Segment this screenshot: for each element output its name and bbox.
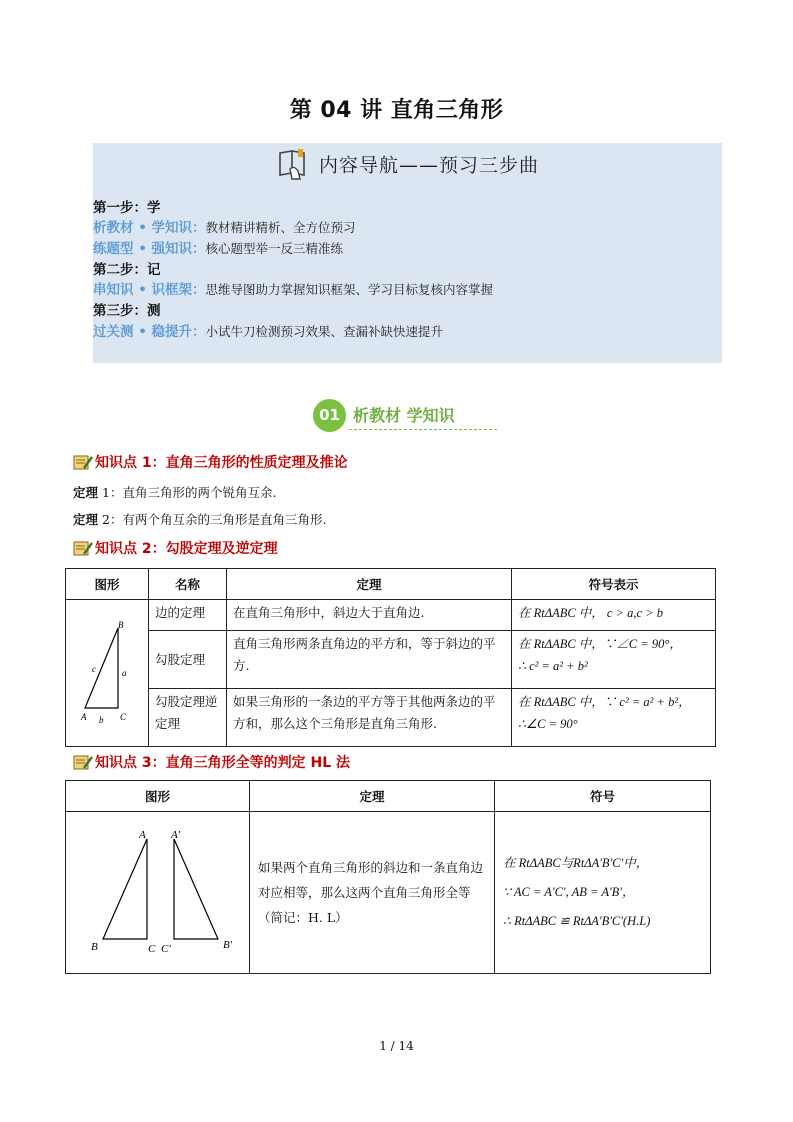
content-nav-box	[93, 143, 722, 363]
vertex-c: C	[120, 711, 127, 722]
row1-name: 边的定理	[149, 600, 227, 631]
section-label: 析教材 学知识	[353, 406, 455, 425]
congruent-triangles-figure	[73, 821, 243, 961]
section-number: 01	[313, 399, 346, 432]
page-number: 1 / 14	[379, 1039, 414, 1053]
col-header-figure: 图形	[66, 569, 149, 600]
col-header-theorem: 定理	[250, 781, 495, 812]
notepad-pencil-icon	[73, 540, 93, 556]
side-a: a	[122, 667, 127, 678]
hl-table	[65, 780, 711, 974]
table-row	[66, 631, 716, 689]
table-row	[66, 689, 716, 747]
congruent-figure-cell	[66, 812, 250, 974]
notepad-pencil-icon	[73, 754, 93, 770]
vertex-c-prime: C'	[160, 943, 171, 955]
col-header-symbol: 符号	[495, 781, 711, 812]
row1-symbol: 在 RtΔABC 中， c > a,c > b	[512, 600, 716, 631]
kp2-heading: 知识点 2：勾股定理及逆定理	[73, 538, 278, 558]
step-2-line-1: 串知识 • 识框架：思维导图助力掌握知识框架、学习目标复核内容掌握	[93, 282, 494, 298]
kp3-heading: 知识点 3：直角三角形全等的判定 HL 法	[73, 752, 350, 772]
row2-theorem: 直角三角形两条直角边的平方和，等于斜边的平方.	[227, 631, 512, 689]
vertex-b: B	[118, 619, 124, 630]
row1-theorem: 在直角三角形中，斜边大于直角边.	[227, 600, 512, 631]
row3-name: 勾股定理逆定理	[149, 689, 227, 747]
step-3-line-1: 过关测 • 稳提升：小试牛刀检测预习效果、查漏补缺快速提升	[93, 324, 444, 340]
notepad-pencil-icon	[73, 454, 93, 470]
theorem-1: 定理 1：直角三角形的两个锐角互余.	[73, 485, 277, 500]
step-1-line-2: 练题型 • 强知识：核心题型举一反三精准练	[93, 241, 344, 257]
col-header-theorem: 定理	[227, 569, 512, 600]
step-3-header: 第三步：测	[93, 303, 161, 319]
hl-symbol: 在 RtΔABC与RtΔA'B'C'中， ∵ AC = A'C', AB = A'B'， ∴ RtΔABC ≌ RtΔA'B'C'(H.L)	[495, 812, 711, 974]
table-row	[66, 600, 716, 631]
table-row	[66, 812, 711, 974]
theorem-2: 定理 2：有两个角互余的三角形是直角三角形.	[73, 512, 327, 527]
pythagoras-table	[65, 568, 716, 747]
page-title: 第 04 讲 直角三角形	[289, 98, 504, 123]
vertex-b: B	[90, 941, 98, 953]
kp1-heading: 知识点 1：直角三角形的性质定理及推论	[73, 452, 348, 472]
nav-heading: 内容导航——预习三步曲	[93, 147, 722, 183]
section-underline	[349, 429, 497, 430]
col-header-symbol: 符号表示	[512, 569, 716, 600]
vertex-a-prime: A'	[170, 829, 180, 841]
triangle-figure-cell	[66, 600, 149, 747]
vertex-a: A	[138, 829, 146, 841]
col-header-name: 名称	[149, 569, 227, 600]
row2-name: 勾股定理	[149, 631, 227, 689]
vertex-a: A	[81, 711, 87, 722]
row2-symbol: 在 RtΔABC 中，∵∠C = 90°， ∴ c² = a² + b²	[512, 631, 716, 689]
step-1-header: 第一步：学	[93, 200, 161, 216]
row3-symbol: 在 RtΔABC 中，∵ c² = a² + b²， ∴∠C = 90°	[512, 689, 716, 747]
book-hand-icon	[276, 147, 312, 181]
col-header-figure: 图形	[66, 781, 250, 812]
right-triangle-figure	[74, 616, 140, 728]
vertex-c: C	[147, 943, 155, 955]
vertex-b-prime: B'	[222, 939, 232, 951]
side-c: c	[92, 663, 96, 674]
row3-theorem: 如果三角形的一条边的平方等于其他两条边的平方和，那么这个三角形是直角三角形.	[227, 689, 512, 747]
step-1-line-1: 析教材 • 学知识：教材精讲精析、全方位预习	[93, 220, 356, 236]
side-b: b	[99, 714, 104, 725]
hl-theorem: 如果两个直角三角形的斜边和一条直角边对应相等，那么这两个直角三角形全等（简记：H. L）	[250, 812, 495, 974]
step-2-header: 第二步：记	[93, 262, 161, 278]
